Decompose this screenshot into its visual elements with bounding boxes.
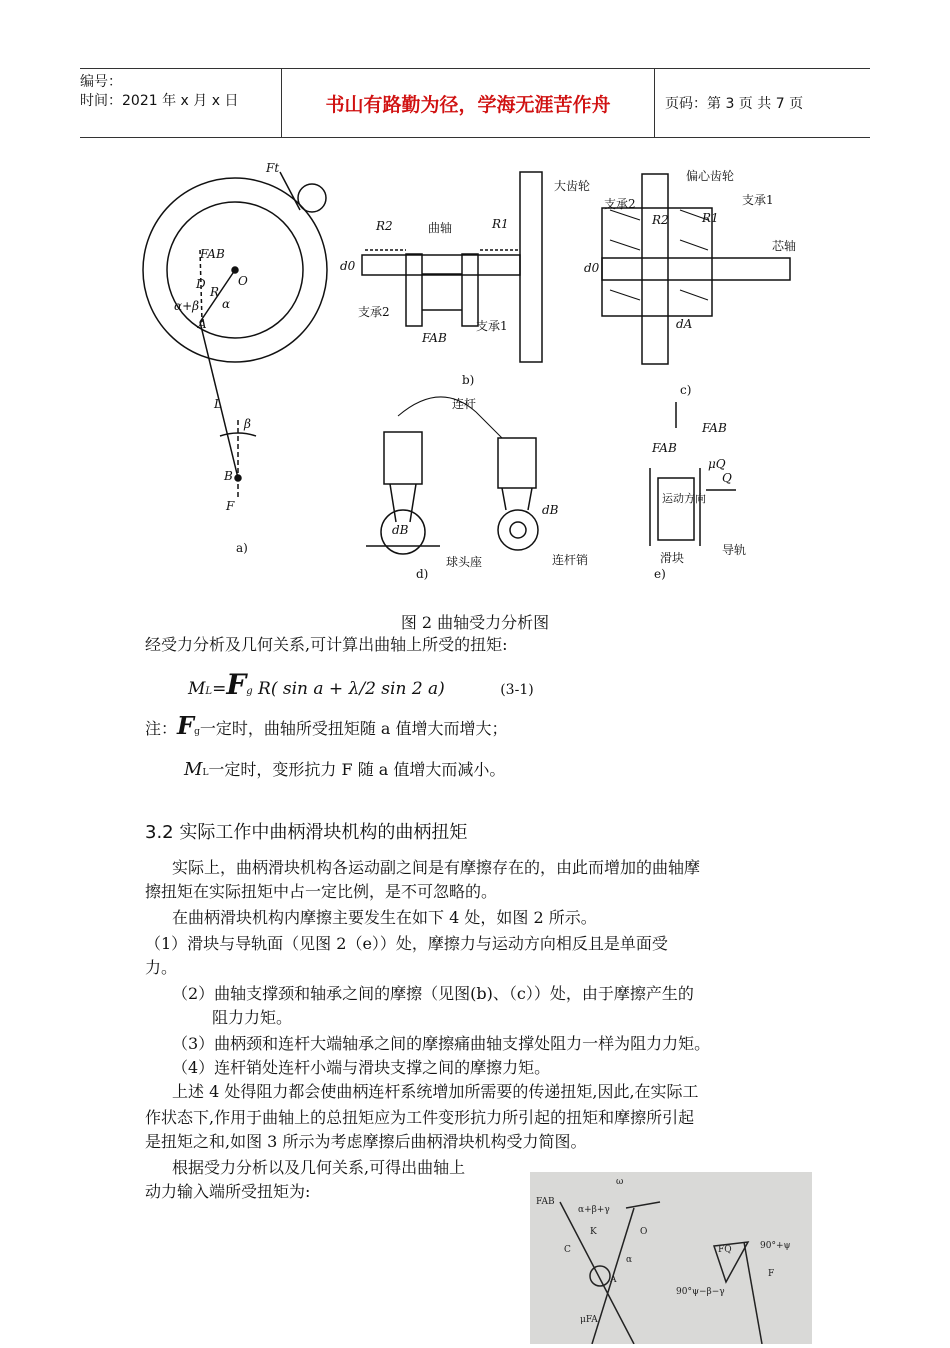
section-title: 3.2 实际工作中曲柄滑块机构的曲柄扭矩: [145, 822, 468, 843]
paragraph-line: （3）曲柄颈和连杆大端轴承之间的摩擦痛曲轴支撑处阻力一样为阻力力矩。: [172, 1034, 711, 1053]
formula-tail: sin 2 a): [375, 679, 445, 699]
photo-label-a: A: [610, 1275, 617, 1285]
note-fg: F: [177, 711, 195, 740]
formula-two: 2: [365, 679, 376, 699]
fig-label-fab-b: FAB: [422, 331, 447, 345]
formula-eq: =: [212, 679, 227, 699]
paragraph-line: 上述 4 处得阻力都会使曲柄连杆系统增加所需要的传递扭矩,因此,在实际工: [172, 1082, 699, 1101]
fig-label-q: Q: [722, 471, 732, 485]
fig-label-d0-c: d0: [584, 261, 600, 275]
formula-ml: M: [188, 679, 206, 699]
header-meta: [80, 69, 280, 141]
fig-label-d0-b: d0: [340, 259, 356, 273]
formula-number: (3-1): [500, 682, 534, 698]
fig-label-slider: 滑块: [660, 551, 685, 565]
paragraph-line: 力。: [145, 958, 178, 977]
fig-label-alpha: α: [222, 297, 231, 311]
fig-label-l: L: [214, 397, 222, 411]
formula-lambda: λ: [348, 679, 360, 699]
note-text-1: 一定时，曲轴所受扭矩随 a 值增大而增大；: [199, 719, 508, 738]
photo-label-fq: FQ: [718, 1245, 732, 1255]
fig-label-core-shaft: 芯轴: [772, 239, 797, 253]
note-text-2: 一定时，变形抗力 F 随 a 值增大而减小。: [208, 760, 506, 779]
formula-body: R( sin a +: [258, 679, 349, 699]
fig-label-ball-seat: 球头座: [446, 555, 483, 569]
formula-3-1: ML=Fg R( sin a + λ/2 sin 2 a) (3-1): [188, 668, 534, 701]
formula-ml-sub: L: [205, 686, 213, 697]
photo-label-fab: FAB: [536, 1197, 555, 1207]
note-ml-sub: L: [202, 768, 209, 778]
fig-label-db-left: dB: [392, 523, 409, 537]
paragraph-line: 动力输入端所受扭矩为:: [145, 1182, 311, 1201]
paragraph-line: 擦扭矩在实际扭矩中占一定比例，是不可忽略的。: [145, 882, 498, 901]
page-info: 页码：第 3 页 共 7 页: [665, 96, 804, 112]
fig-label-sub-e: e): [654, 567, 666, 581]
fig-label-support2-b: 支承2: [358, 305, 390, 319]
page-header: [80, 68, 870, 138]
fig-label-big-gear: 大齿轮: [554, 179, 591, 193]
fig-label-b: B: [224, 469, 233, 483]
note-line-2: [184, 758, 505, 785]
fig-label-db-right: dB: [542, 503, 559, 517]
fig-label-conrod: 连杆: [452, 397, 477, 411]
figure-caption: 图 2 曲轴受力分析图: [400, 613, 550, 632]
fig-label-o: O: [238, 274, 248, 288]
date-label: 时间：2021 年 x 月 x 日: [80, 93, 239, 109]
fig-label-a: A: [198, 317, 207, 331]
fig-label-muq: μQ: [708, 457, 726, 471]
fig-label-f: F: [226, 499, 235, 513]
fig-label-eccentric-gear: 偏心齿轮: [686, 169, 735, 183]
photo-label-alpha: α: [626, 1255, 633, 1265]
fig-label-sub-c: c): [680, 383, 692, 397]
note-ml: M: [184, 759, 203, 780]
paragraph-line: （4）连杆销处连杆小端与滑块支撑之间的摩擦力矩。: [172, 1058, 551, 1077]
subfigure-a: [143, 172, 327, 500]
formula-fg-sub: g: [246, 686, 253, 697]
fig-label-da: dA: [676, 317, 693, 331]
subfigure-b: [362, 172, 542, 362]
figure-3-photo: [530, 1172, 812, 1344]
fig-label-alpha-beta: α+β: [174, 299, 200, 313]
paragraph-line: （2）曲轴支撑颈和轴承之间的摩擦（见图(b)、（c））处，由于摩擦产生的: [172, 984, 694, 1003]
photo-label-90mix: 90°ψ−β−γ: [676, 1287, 725, 1297]
fig-label-beta: β: [244, 417, 251, 431]
fig-label-support1-b: 支承1: [476, 319, 508, 333]
fig-label-ft: Ft: [266, 161, 280, 175]
motto: 书山有路勤为径，学海无涯苦作舟: [281, 69, 655, 137]
fig-label-sub-a: a): [236, 541, 248, 555]
photo-label-mufa: μFA: [580, 1315, 598, 1325]
photo-label-k: K: [590, 1227, 597, 1237]
fig-label-sub-d: d): [416, 567, 429, 581]
photo-label-omega: ω: [616, 1177, 624, 1187]
paragraph-line: 在曲柄滑块机构内摩擦主要发生在如下 4 处，如图 2 所示。: [172, 908, 597, 927]
fig-label-motion-dir: 运动方向: [662, 492, 706, 505]
fig-label-fab: FAB: [200, 247, 225, 261]
fig-label-r1-b: R1: [492, 217, 509, 231]
paragraph-line: 作状态下,作用于曲轴上的总扭矩应为工件变形抗力所引起的扭矩和摩擦所引起: [145, 1108, 695, 1127]
photo-label-f: F: [768, 1269, 775, 1279]
photo-label-o: O: [640, 1227, 648, 1237]
fig-label-fab-e: FAB: [652, 441, 677, 455]
fig-label-r: R: [210, 285, 220, 299]
intro-text: 经受力分析及几何关系,可计算出曲轴上所受的扭矩:: [145, 635, 508, 654]
photo-label-abg: α+β+γ: [578, 1205, 610, 1215]
note-prefix: 注：: [145, 719, 178, 738]
fig-label-r2-c: R2: [652, 213, 669, 227]
photo-label-90psi: 90°+ψ: [760, 1241, 791, 1251]
fig-label-conrod-pin: 连杆销: [552, 553, 589, 567]
paragraph-line: 根据受力分析以及几何关系,可得出曲轴上: [172, 1158, 466, 1177]
fig-label-crankshaft: 曲轴: [428, 221, 453, 235]
fig-label-guide: 导轨: [722, 543, 747, 557]
paragraph-line: （1）滑块与导轨面（见图 2（e））处，摩擦力与运动方向相反且是单面受: [145, 934, 668, 953]
fig-label-support2-c: 支承2: [604, 197, 636, 211]
fig-label-support1-c: 支承1: [742, 193, 774, 207]
formula-fg: F: [226, 668, 247, 701]
fig-label-r2-b: R2: [376, 219, 393, 233]
paragraph-line: 实际上，曲柄滑块机构各运动副之间是有摩擦存在的，由此而增加的曲轴摩: [172, 858, 701, 877]
fig-label-sub-b: b): [462, 373, 475, 387]
fig-label-r1-c: R1: [702, 211, 719, 225]
fig-label-fab-e-top: FAB: [702, 421, 727, 435]
note-line-1: [145, 711, 508, 744]
paragraph-line: 阻力力矩。: [212, 1008, 293, 1027]
photo-label-c: C: [564, 1245, 571, 1255]
code-label: 编号：: [80, 74, 122, 90]
note-fg-sub: g: [194, 727, 200, 737]
paragraph-line: 是扭矩之和,如图 3 所示为考虑摩擦后曲柄滑块机构受力简图。: [145, 1132, 587, 1151]
crankshaft-force-figure: [140, 150, 820, 590]
fig-label-d: D: [196, 277, 206, 291]
